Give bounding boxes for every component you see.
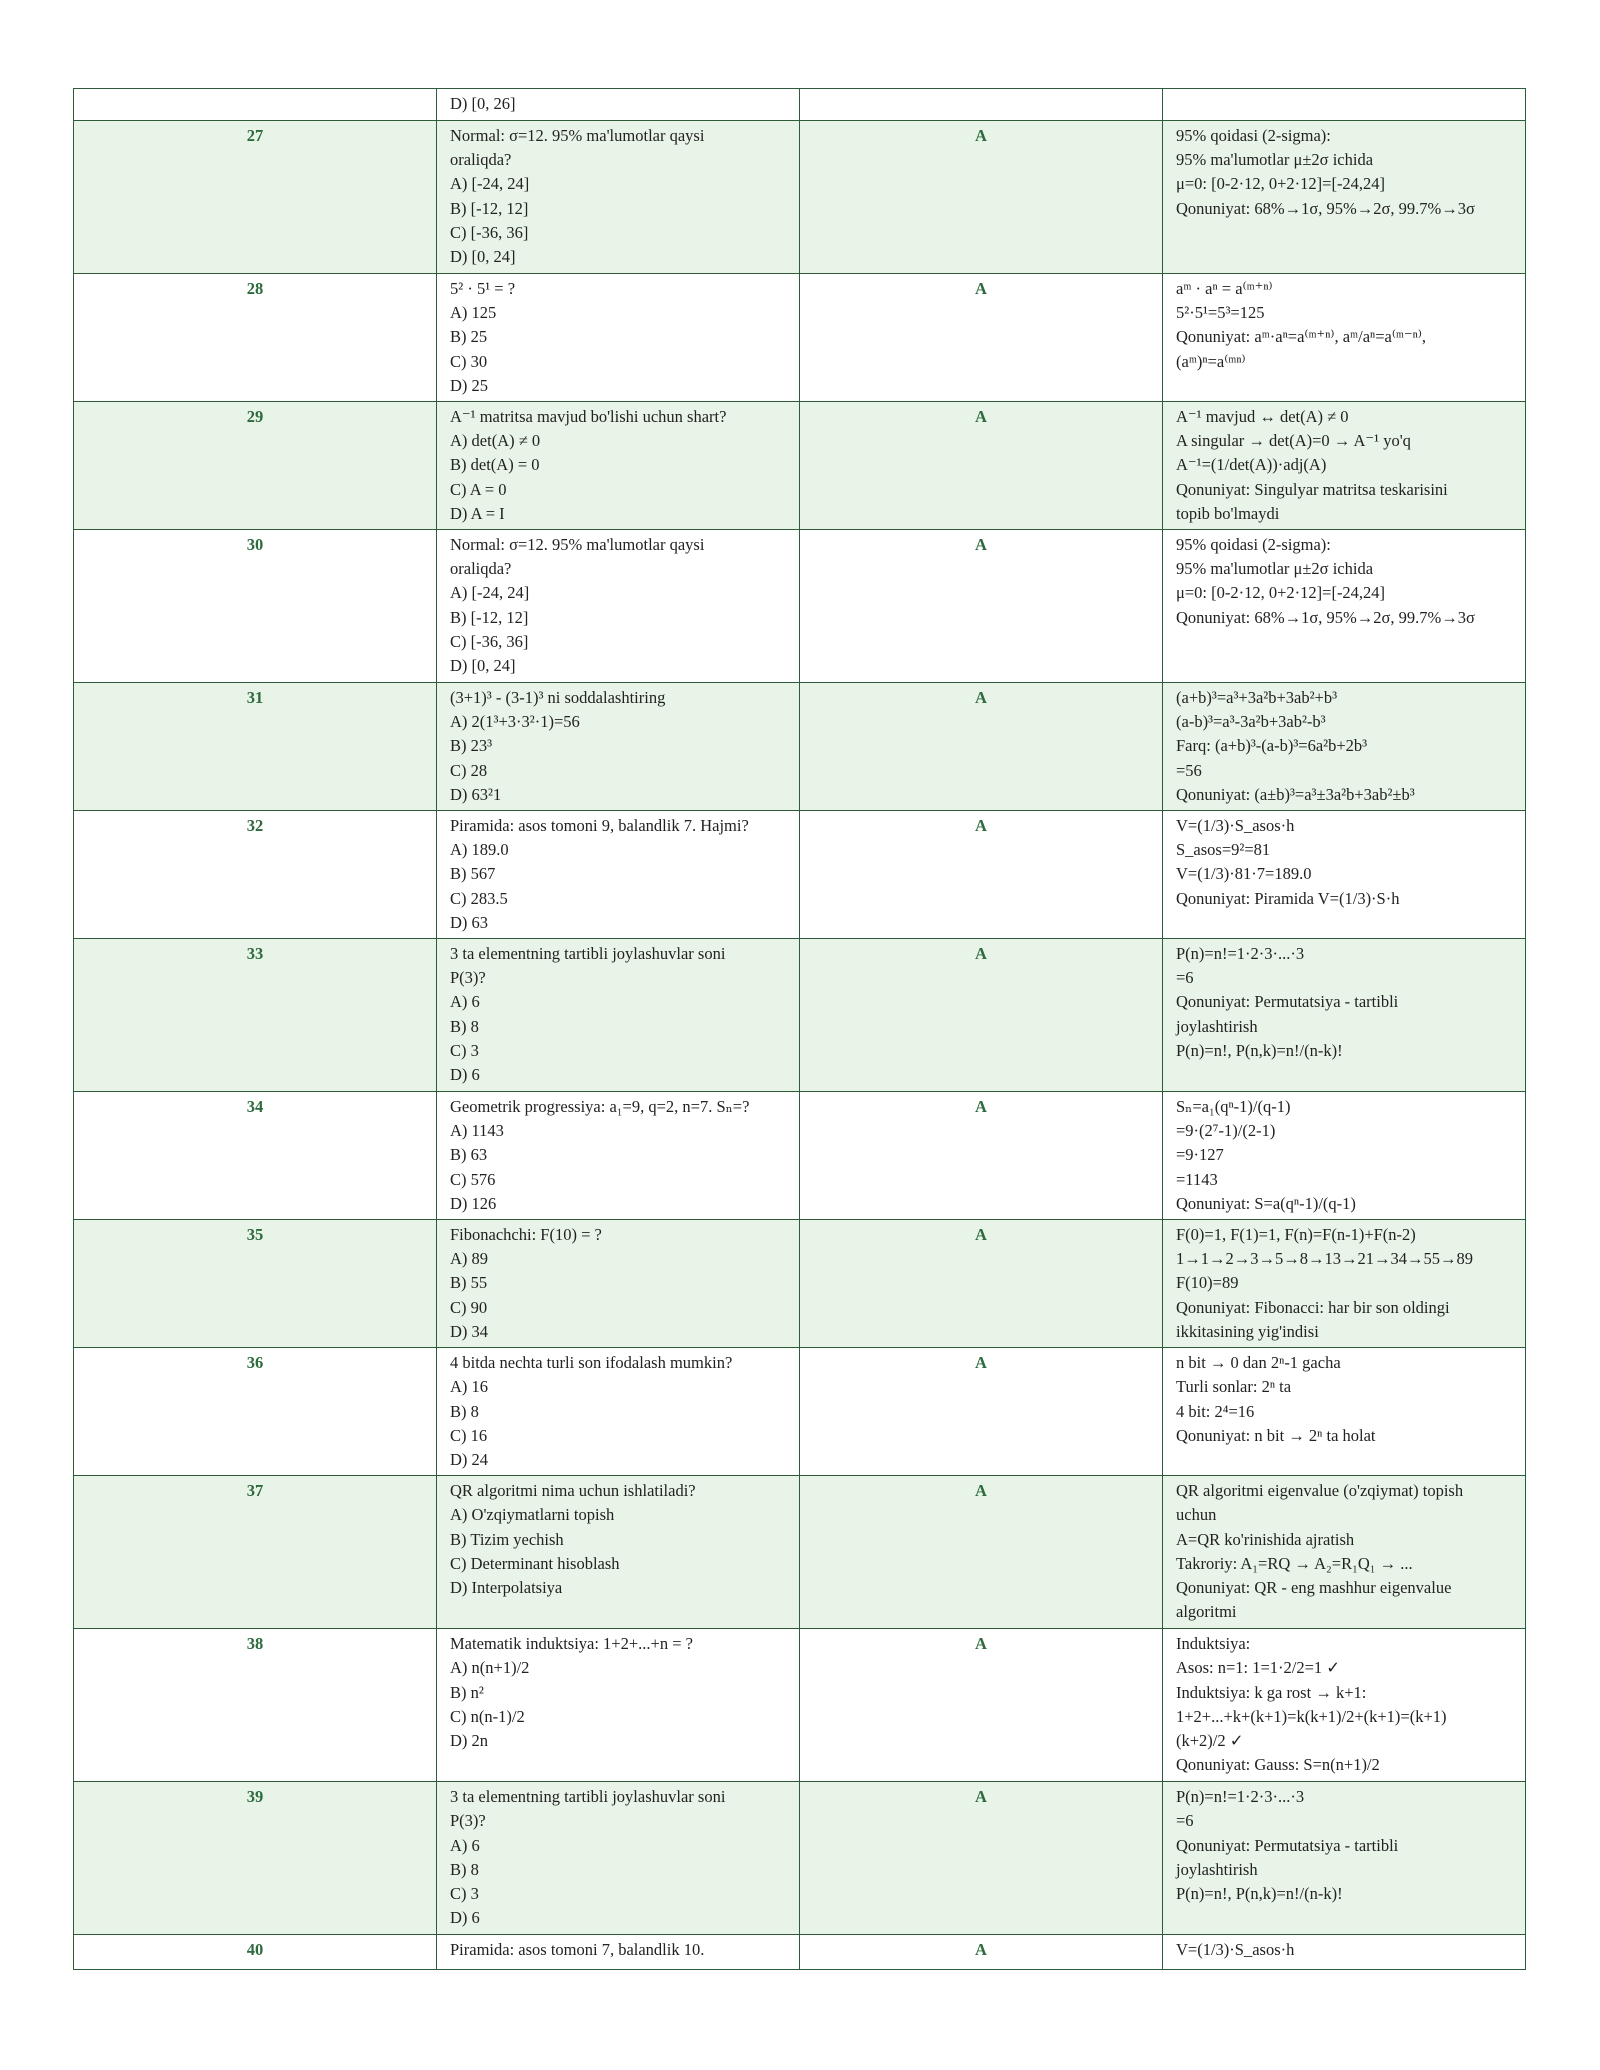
question-line: oraliqda? [450,559,512,579]
question-line: B) 25 [450,327,488,347]
explanation-line: Farq: (a+b)³-(a-b)³=6a²b+2b³ [1176,736,1368,756]
explanation-line: 95% qoidasi (2-sigma): [1176,535,1331,555]
question-number: 38 [74,1629,437,1782]
question-row [74,811,1526,939]
correct-answer: A [800,939,1163,1092]
question-line: 4 bitda nechta turli son ifodalash mumkin? [450,1353,733,1373]
question-line: A) 89 [450,1249,489,1269]
explanation-cell [1163,1092,1526,1220]
explanation-line: S_asos=9²=81 [1176,840,1271,860]
correct-answer: A [800,402,1163,530]
question-row [74,530,1526,683]
explanation-line: joylashtirish [1176,1016,1258,1036]
question-line: D) 24 [450,1449,489,1469]
question-line: Geometrik progressiya: a₁=9, q=2, n=7. Sₙ=? [450,1097,750,1117]
question-text-cell [437,274,800,402]
explanation-line: (aᵐ)ⁿ=a⁽ᵐⁿ⁾ [1176,351,1246,371]
question-number: 37 [74,1476,437,1629]
question-line: A) det(A) ≠ 0 [450,431,541,451]
explanation-line: Asos: n=1: 1=1·2/2=1 ✓ [1176,1658,1341,1678]
question-number: 32 [74,811,437,939]
explanation-line: topib bo'lmaydi [1176,503,1280,523]
question-text-cell [437,683,800,811]
explanation-line: =9·127 [1176,1145,1224,1165]
question-text-cell [437,1092,800,1220]
explanation-line: Qonuniyat: Piramida V=(1/3)·S·h [1176,888,1400,908]
question-line: oraliqda? [450,150,512,170]
explanation-line: Qonuniyat: aᵐ·aⁿ=a⁽ᵐ⁺ⁿ⁾, aᵐ/aⁿ=a⁽ᵐ⁻ⁿ⁾, [1176,327,1427,347]
question-line: D) 6 [450,1908,480,1928]
explanation-line: V=(1/3)·S_asos·h [1176,816,1295,836]
question-text-cell [437,1935,800,1970]
explanation-line: joylashtirish [1176,1859,1258,1879]
question-line: C) 30 [450,351,488,371]
explanation-cell [1163,274,1526,402]
question-text-cell [437,1629,800,1782]
explanation-cell [1163,121,1526,274]
explanation-line: A=QR ko'rinishida ajratish [1176,1529,1355,1549]
explanation-line: Qonuniyat: Gauss: S=n(n+1)/2 [1176,1755,1380,1775]
question-line: B) [-12, 12] [450,607,529,627]
question-line: A⁻¹ matritsa mavjud bo'lishi uchun shart? [450,407,727,427]
correct-answer: A [800,121,1163,274]
question-line: 3 ta elementning tartibli joylashuvlar soni [450,944,726,964]
question-line: D) 63 [450,912,489,932]
question-line: A) 16 [450,1377,489,1397]
question-row [74,274,1526,402]
explanation-line: μ=0: [0-2·12, 0+2·12]=[-24,24] [1176,174,1386,194]
explanation-line: F(10)=89 [1176,1273,1239,1293]
question-number: 29 [74,402,437,530]
explanation-cell [1163,1629,1526,1782]
explanation-cell [1163,811,1526,939]
question-line: C) 16 [450,1425,488,1445]
explanation-line: A⁻¹=(1/det(A))·adj(A) [1176,455,1327,475]
question-text-cell [437,1782,800,1935]
question-line: B) 8 [450,1401,479,1421]
question-line: A) 6 [450,992,480,1012]
question-text-cell [437,1476,800,1629]
question-row [74,121,1526,274]
correct-answer: A [800,274,1163,402]
correct-answer: A [800,1220,1163,1348]
question-line: Normal: σ=12. 95% ma'lumotlar qaysi [450,126,705,145]
question-number [74,89,437,121]
explanation-line: 95% qoidasi (2-sigma): [1176,126,1331,145]
correct-answer [800,89,1163,121]
question-number: 39 [74,1782,437,1935]
question-row [74,1092,1526,1220]
explanation-line: ikkitasining yig'indisi [1176,1321,1319,1341]
question-line: B) 63 [450,1145,488,1165]
explanation-line: Takroriy: A₁=RQ → A₂=R₁Q₁ → ... [1176,1553,1413,1573]
question-line: A) 6 [450,1835,480,1855]
question-line: (3+1)³ - (3-1)³ ni soddalashtiring [450,688,666,708]
question-row [74,1782,1526,1935]
question-line: P(3)? [450,1811,486,1831]
correct-answer: A [800,811,1163,939]
question-text-cell [437,939,800,1092]
question-line: A) n(n+1)/2 [450,1658,530,1678]
question-line: C) 576 [450,1169,496,1189]
explanation-line: =6 [1176,968,1194,988]
question-line: D) 34 [450,1321,489,1341]
explanation-cell [1163,1935,1526,1970]
explanation-line: 4 bit: 2⁴=16 [1176,1401,1255,1421]
question-number: 30 [74,530,437,683]
question-line: A) 1143 [450,1121,504,1141]
question-line: B) 55 [450,1273,488,1293]
question-line: D) Interpolatsiya [450,1577,563,1597]
question-line: C) 3 [450,1040,479,1060]
explanation-cell [1163,89,1526,121]
explanation-line: F(0)=1, F(1)=1, F(n)=F(n-1)+F(n-2) [1176,1225,1416,1245]
explanation-line: μ=0: [0-2·12, 0+2·12]=[-24,24] [1176,583,1386,603]
question-line: C) Determinant hisoblash [450,1553,620,1573]
explanation-cell [1163,1782,1526,1935]
question-line: C) 283.5 [450,888,508,908]
question-line: D) [0, 24] [450,247,516,267]
question-line: D) 25 [450,375,489,395]
question-line: D) [0, 24] [450,656,516,676]
question-text-cell [437,402,800,530]
correct-answer: A [800,683,1163,811]
explanation-line: Qonuniyat: n bit → 2ⁿ ta holat [1176,1425,1376,1445]
question-line: A) 189.0 [450,840,509,860]
question-row [74,1935,1526,1970]
question-line: Fibonachchi: F(10) = ? [450,1225,602,1245]
question-line: A) O'zqiymatlarni topish [450,1505,615,1525]
correct-answer: A [800,1476,1163,1629]
question-line: B) n² [450,1682,484,1702]
correct-answer: A [800,1935,1163,1970]
question-line: Piramida: asos tomoni 9, balandlik 7. Hajmi? [450,816,749,836]
question-line: D) 63²1 [450,784,502,804]
question-line: C) [-36, 36] [450,631,529,651]
explanation-line: =6 [1176,1811,1194,1831]
explanation-line: Qonuniyat: QR - eng mashhur eigenvalue [1176,1577,1452,1597]
question-number: 34 [74,1092,437,1220]
explanation-line: QR algoritmi eigenvalue (o'zqiymat) topish [1176,1481,1464,1501]
explanation-cell [1163,402,1526,530]
question-line: B) 23³ [450,736,493,756]
question-line: A) 125 [450,303,497,323]
explanation-line: Qonuniyat: 68%→1σ, 95%→2σ, 99.7%→3σ [1176,607,1475,627]
question-row [74,89,1526,121]
question-text-cell [437,1220,800,1348]
question-line: C) 28 [450,760,488,780]
explanation-line: Sₙ=a₁(qⁿ-1)/(q-1) [1176,1097,1291,1117]
question-line: A) [-24, 24] [450,174,530,194]
question-line: 5² · 5¹ = ? [450,279,516,298]
explanation-line: 95% ma'lumotlar μ±2σ ichida [1176,559,1374,579]
question-row [74,1476,1526,1629]
question-line: Normal: σ=12. 95% ma'lumotlar qaysi [450,535,705,555]
explanation-line: Qonuniyat: Permutatsiya - tartibli [1176,1835,1399,1855]
correct-answer: A [800,1782,1163,1935]
explanation-line: P(n)=n!=1·2·3·...·3 [1176,1787,1305,1807]
explanation-line: algoritmi [1176,1602,1237,1622]
question-line: C) 90 [450,1297,488,1317]
explanation-line: Qonuniyat: Singulyar matritsa teskarisini [1176,479,1448,499]
explanation-line: 5²·5¹=5³=125 [1176,303,1265,323]
correct-answer: A [800,530,1163,683]
explanation-cell [1163,1476,1526,1629]
explanation-line: Qonuniyat: (a±b)³=a³±3a²b+3ab²±b³ [1176,784,1415,804]
correct-answer: A [800,1348,1163,1476]
explanation-cell [1163,1220,1526,1348]
explanation-line: V=(1/3)·81·7=189.0 [1176,864,1312,884]
question-text-cell [437,530,800,683]
explanation-line: =56 [1176,760,1202,780]
question-row [74,939,1526,1092]
question-line: C) n(n-1)/2 [450,1706,525,1726]
question-number: 27 [74,121,437,274]
question-line: D) [0, 26] [450,94,516,113]
explanation-line: A⁻¹ mavjud ↔ det(A) ≠ 0 [1176,407,1349,427]
explanation-line: (a+b)³=a³+3a²b+3ab²+b³ [1176,688,1338,708]
explanation-line: aᵐ · aⁿ = a⁽ᵐ⁺ⁿ⁾ [1176,279,1273,298]
correct-answer: A [800,1092,1163,1220]
explanation-line: =1143 [1176,1169,1218,1189]
question-line: B) det(A) = 0 [450,455,540,475]
question-line: C) [-36, 36] [450,222,529,242]
question-number: 33 [74,939,437,1092]
question-line: C) 3 [450,1883,479,1903]
question-number: 28 [74,274,437,402]
question-text-cell [437,811,800,939]
question-line: D) A = I [450,503,505,523]
explanation-cell [1163,530,1526,683]
explanation-line: 95% ma'lumotlar μ±2σ ichida [1176,150,1374,170]
question-line: B) 567 [450,864,496,884]
explanation-line: Qonuniyat: S=a(qⁿ-1)/(q-1) [1176,1193,1356,1213]
explanation-cell [1163,1348,1526,1476]
question-text-cell [437,1348,800,1476]
question-line: B) [-12, 12] [450,198,529,218]
question-row [74,402,1526,530]
question-line: 3 ta elementning tartibli joylashuvlar soni [450,1787,726,1807]
question-number: 31 [74,683,437,811]
question-line: Piramida: asos tomoni 7, balandlik 10. [450,1940,705,1960]
question-line: A) [-24, 24] [450,583,530,603]
question-line: B) Tizim yechish [450,1529,564,1549]
explanation-line: Induktsiya: [1176,1634,1251,1654]
explanation-line: P(n)=n!, P(n,k)=n!/(n-k)! [1176,1883,1343,1903]
explanation-line: P(n)=n!, P(n,k)=n!/(n-k)! [1176,1040,1343,1060]
explanation-line: (a-b)³=a³-3a²b+3ab²-b³ [1176,712,1326,732]
explanation-line: A singular → det(A)=0 → A⁻¹ yo'q [1176,431,1411,451]
explanation-line: =9·(2⁷-1)/(2-1) [1176,1121,1276,1141]
explanation-line: Turli sonlar: 2ⁿ ta [1176,1377,1292,1397]
explanation-line: Qonuniyat: 68%→1σ, 95%→2σ, 99.7%→3σ [1176,198,1475,218]
explanation-line: Qonuniyat: Permutatsiya - tartibli [1176,992,1399,1012]
question-line: QR algoritmi nima uchun ishlatiladi? [450,1481,696,1501]
question-line: D) 126 [450,1193,497,1213]
question-line: A) 2(1³+3·3²·1)=56 [450,712,580,732]
question-row [74,1629,1526,1782]
explanation-line: V=(1/3)·S_asos·h [1176,1940,1295,1960]
question-number: 36 [74,1348,437,1476]
question-line: B) 8 [450,1016,479,1036]
explanation-cell [1163,939,1526,1092]
explanation-cell [1163,683,1526,811]
questions-table [73,88,1526,1970]
question-line: P(3)? [450,968,486,988]
explanation-line: Qonuniyat: Fibonacci: har bir son oldingi [1176,1297,1450,1317]
question-row [74,1348,1526,1476]
explanation-line: 1+2+...+k+(k+1)=k(k+1)/2+(k+1)=(k+1) [1176,1706,1447,1726]
question-line: B) 8 [450,1859,479,1879]
question-text-cell [437,121,800,274]
question-row [74,683,1526,811]
question-number: 40 [74,1935,437,1970]
correct-answer: A [800,1629,1163,1782]
explanation-line: (k+2)/2 ✓ [1176,1730,1244,1750]
question-line: D) 2n [450,1730,489,1750]
explanation-line: 1→1→2→3→5→8→13→21→34→55→89 [1176,1249,1473,1269]
question-text-cell [437,89,800,121]
explanation-line: n bit → 0 dan 2ⁿ-1 gacha [1176,1353,1341,1373]
question-line: D) 6 [450,1065,480,1085]
questions-table-body [74,89,1526,1970]
question-number: 35 [74,1220,437,1348]
question-row [74,1220,1526,1348]
explanation-line: uchun [1176,1505,1217,1525]
explanation-line: Induktsiya: k ga rost → k+1: [1176,1682,1367,1702]
explanation-line: P(n)=n!=1·2·3·...·3 [1176,944,1305,964]
question-line: C) A = 0 [450,479,507,499]
question-line: Matematik induktsiya: 1+2+...+n = ? [450,1634,693,1654]
